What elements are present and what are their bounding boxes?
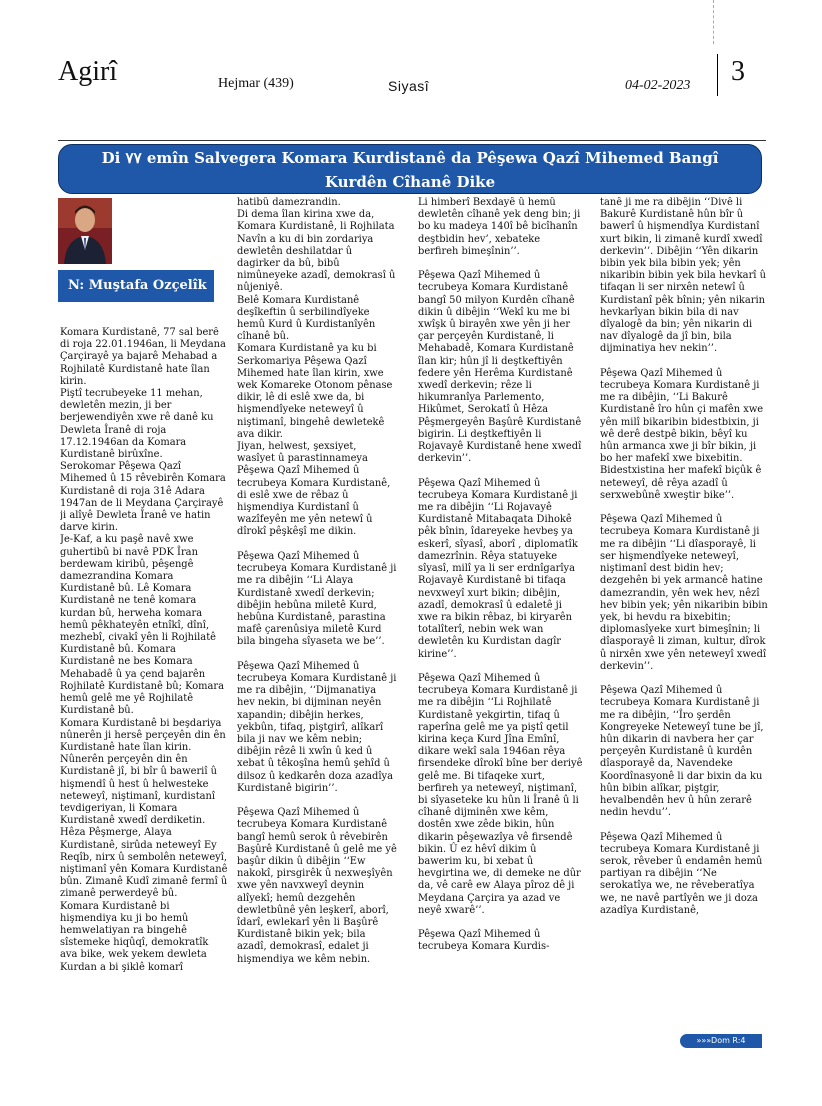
article-column-4: tanê ji me ra dibêjin ‘‘Divê li Bakurê Kurdistanê hûn bîr û bawerî û hişmendîya Kurdistanî xurt bikin, li zimanê kurdî xwedî derkevin’’. Dibêjin ‘‘Yên dikarin bibin yek bila bibin yek; yên nikaribin bibin yek bila hevkarî û tifaqan li ser nirxên netewî û Kurdistanî pêk bînin; yên nikarin hevkarîyan bikin bila di nav dîyalogê da bin; yên nikarin di nav dîyalogê da jî bin, bila dijminatiya hev nekin’’. Pêşewa Qazî Mihemed û tecrubeya Komara Kurdistanê ji me ra dibêjin, ‘‘Li Bakurê Kurdistanê îro hûn çi mafên xwe yên milî bikaribin bidestbixin, ji wê derê destpê bikin, bêyî ku hûn armanca xwe ji bîr bikin, ji bo her mafekî xwe bixebitin. Bidestxistina her mafekî biçûk ê neteweyî, dê rêya azadî û serxwebûnê xweştir bike’’. Pêşewa Qazî Mihemed û tecrubeya Komara Kurdistanê ji me ra dibêjin ‘‘Li dîasporayê, li ser hişmendîyeke neteweyî, niştimanî dest bidin hev; dezgehên bi yek armancê hatine damezrandin, yên wek hev, nêzî hev bibin yek; yên nikaribin bibin yek, bi hevdu ra bixebitin; diplomasîyeke xurt bimeşînin; li dîasporayê li ziman, kultur, dîrok û nirxên xwe yên neteweyî xwedî derkevin’’. Pêşewa Qazî Mihemed û tecrubeya Komara Kurdistanê ji me ra dibêjin, ‘‘Îro şerdên Kongreyeke Neteweyî tune be jî, hûn dikarin di navbera her çar perçeyên Kurdistanê û kurdên dîasporayê da, Navendeke Koordînasyonê li dar bixin da ku hûn bibin alîkar, piştgir, hevalbendên hev û hûn zerarê nedin hevdu’’. Pêşewa Qazî Mihemed û tecrubeya Komara Kurdistanê ji serok, rêveber û endamên hemû partiyan ra dibêjin ‘‘Ne serokatîya we, ne rêveberatîya we, ne navê partîyên we ji doza azadîya Kurdistanê, bbox=[600, 197, 768, 916]
article-column-1: Komara Kurdistanê, 77 sal berê di roja 22.01.1946an, li Meydana Çarçirayê ya bajarê Mehabad a Rojhilatê Kurdistanê hate îlan kirin. Piştî tecrubeyeke 11 mehan, dewletên mezin, ji ber berjewendiyên xwe rê danê ku Dewleta Îranê di roja 17.12.1946an da Komara Kurdistanê birûxîne. Serokomar Pêşewa Qazî Mihemed û 15 rêvebirên Komara Kurdistanê di roja 31ê Adara 1947an de li Meydana Çarçirayê ji alîyê Dewleta Îranê ve hatin darve kirin. Je-Kaf, a ku paşê navê xwe guhertibû bi navê PDK Îran berdewam kiribû, pêşengê damezrandina Komara Kurdistanê bû. Lê Komara Kurdistanê ne tenê komara kurdan bû, herweha komara hemû pêkhateyên etnîkî, dînî, mezhebî, civakî yên li Rojhilatê Kurdistanê bû. Komara Kurdistanê ne bes Komara Mehabadê û ya çend bajarên Rojhilatê Kurdistanê bû; Komara hemû gelê me yê Rojhilatê Kurdistanê bû. Komara Kurdistanê bi beşdariya nûnerên ji hersê perçeyên din ên Kurdistanê hate îlan kirin. Nûnerên perçeyên din ên Kurdistanê jî, bi bîr û baweriî û hişmendî û hest û helwesteke neteweyî, niştimanî, kurdistanî tevdigeriyan, li Komara Kurdistanê xwedî derdiketin. Hêza Pêşmerge, Alaya Kurdistanê, sirûda neteweyî Ey Reqîb, nirx û sembolên neteweyî, niştimanî yên Komara Kurdistanê bûn. Zimanê Kudî zimanê fermî û zimanê perwerdeyê bû. Komara Kurdistanê bi hişmendiya ku ji bo hemû hemwelatiyan ra bingehê sîstemeke hiqûqî, demokratîk ava bike, wek yekem dewleta Kurdan a bi şiklê komarî bbox=[60, 327, 228, 973]
article-column-2: hatibû damezrandin. Di dema îlan kirina xwe da, Komara Kurdistanê, li Rojhilata Navîn a ku di bin zordariya dewletên deshilatdar û dagirker da bû, bibû nimûneyeke azadî, demokrasî û nûjeniyê. Belê Komara Kurdistanê deşîkeftin û serbilindîyeke hemû Kurd û Kurdistanîyên cîhanê bû. Komara Kurdistanê ya ku bi Serkomariya Pêşewa Qazî Mihemed hate îlan kirin, xwe wek Komareke Otonom pênase dikir, lê di eslê xwe da, bi hişmendîyeke neteweyî û niştimanî, bingehê dewletekê ava dikir. Jiyan, helwest, şexsiyet, wasîyet û parastinnameya Pêşewa Qazî Mihemed û tecrubeya Komara Kurdistanê, di eslê xwe de rêbaz û hişmendiya Kurdistanî û wazîfeyên me yên netewî û dîrokî pêşkêşî me dikin. Pêşewa Qazî Mihemed û tecrubeya Komara Kurdistanê ji me ra dibêjin ‘‘Li Alaya Kurdistanê xwedî derkevin; dibêjin hebûna miletê Kurd, hebûna Kurdistanê, parastina mafê çarenûsiya miletê Kurd bila bingeha sîyaseta we be’’. Pêşewa Qazî Mihemed û tecrubeya Komara Kurdistanê ji me ra dibêjin, ‘‘Dijmanatiya hev nekin, bi dijminan neyên xapandin; dibêjin herkes, yekbûn, tifaq, piştgirî, alîkarî bila ji nav we kêm nebin; dibêjin rêzê li xwîn û ked û xebat û têkoşîna hemû şehîd û dilsoz û kedkarên doza azadîya Kurdistanê bigirin’’. Pêşewa Qazî Mihemed û tecrubeya Komara Kurdistanê bangî hemû serok û rêvebirên Başûrê Kurdistanê û gelê me yê başûr dikin û dibêjin ‘‘Ew nakokî, pirsgirêk û nexweşîyên xwe yên navxweyî deynin alîyekî; hemû dezgehên dewletbûnê yên leşkerî, aborî, îdarî, ewlekarî yên li Başûrê Kurdistanê bikin yek; bila azadî, demokrasî, edalet ji hişmendiya we kêm nebin. bbox=[237, 197, 397, 965]
article-title-line-2: Kurdên Cîhanê Dike bbox=[324, 173, 496, 191]
page-edge-dashed-line bbox=[713, 0, 714, 44]
page-number: 3 bbox=[731, 56, 745, 87]
author-portrait-icon bbox=[58, 198, 112, 264]
author-byline: N: Muştafa Ozçelîk bbox=[58, 270, 214, 302]
header-rule bbox=[58, 140, 766, 141]
article-column-3: Li himberî Bexdayê û hemû dewletên cîhanê yek deng bin; ji bo ku madeya 140î bê bicîhanîn deştbidin hev’, xebateke berfireh bimeşînin’’. Pêşewa Qazî Mihemed û tecrubeya Komara Kurdistanê bangî 50 milyon Kurdên cîhanê dikin û dibêjin ‘‘Wekî ku me bi xwîşk û birayên xwe yên ji her çar perçeyên Kurdistanê, li Mehabadê, Komara Kurdistanê îlan kir; hûn jî li deştkeftiyên federe yên Herêma Kurdistanê xwedî derkevin; rêze li hikumranîya Parlemento, Hikûmet, Serokatî û Hêza Pêşmergeyên Başûrê Kurdistanê bigirin. Li deştkeftiyên li Rojavayê Kurdistanê hene xwedî derkevin’’. Pêşewa Qazî Mihemed û tecrubeya Komara Kurdistanê ji me ra dibêjin ‘‘Li Rojavayê Kurdistanê Mitabaqata Dihokê pêk bînin, îdareyeke hevbeş ya eskerî, sîyasî, aborî , diplomatîk damezrînin. Rêya statuyeke sîyasî, milî ya li ser erdnîgarîya Rojavayê Kurdistanê bi tifaqa nevxweyî xurt bikin; dibêjin, azadî, demokrasî û edaletê ji xwe ra bikin rêbaz, bi kiryarên totalîterî, nebin wek wan dewletên ku Kurdistan dagîr kirine’’. Pêşewa Qazî Mihemed û tecrubeya Komara Kurdistanê ji me ra dibêjin ‘‘Li Rojhilatê Kurdistanê yekgirtin, tifaq û raperîna gelê me ya piştî qetil kirina keça Kurd Jîna Emînî, dikare wekî sala 1946an rêya firsendeke dîrokî bîne ber deriyê gelê me. Bi tifaqeke xurt, berfireh ya neteweyî, niştimanî, bi sîyaseteke ku hûn li Îranê û li cîhanê dijminên xwe kêm, dostên xwe zêde bikin, hûn dikarin pêşewazîya vê firsendê bikin. Û ez hêvî dikim û bawerim ku, bi xebat û hevgirtina we, di demeke ne dûr da, vê carê ew Alaya pîroz dê ji Meydana Çarçira ya azad ve neyê xwarê’’. Pêşewa Qazî Mihemed û tecrubeya Komara Kurdis- bbox=[418, 197, 583, 953]
publication-date: 04-02-2023 bbox=[625, 78, 691, 93]
article-title-line-1: Di ٧٧ emîn Salvegera Komara Kurdistanê da Pêşewa Qazî Mihemed Bangî bbox=[101, 149, 719, 167]
section-name: Siyasî bbox=[388, 78, 430, 94]
continued-on-page-badge: »»»Dom R:4 bbox=[680, 1034, 762, 1048]
newspaper-masthead: Agirî bbox=[58, 56, 118, 87]
issue-number: Hejmar (439) bbox=[218, 76, 294, 91]
article-title-banner bbox=[58, 144, 762, 194]
author-photo bbox=[58, 198, 112, 264]
header-divider bbox=[717, 54, 718, 96]
